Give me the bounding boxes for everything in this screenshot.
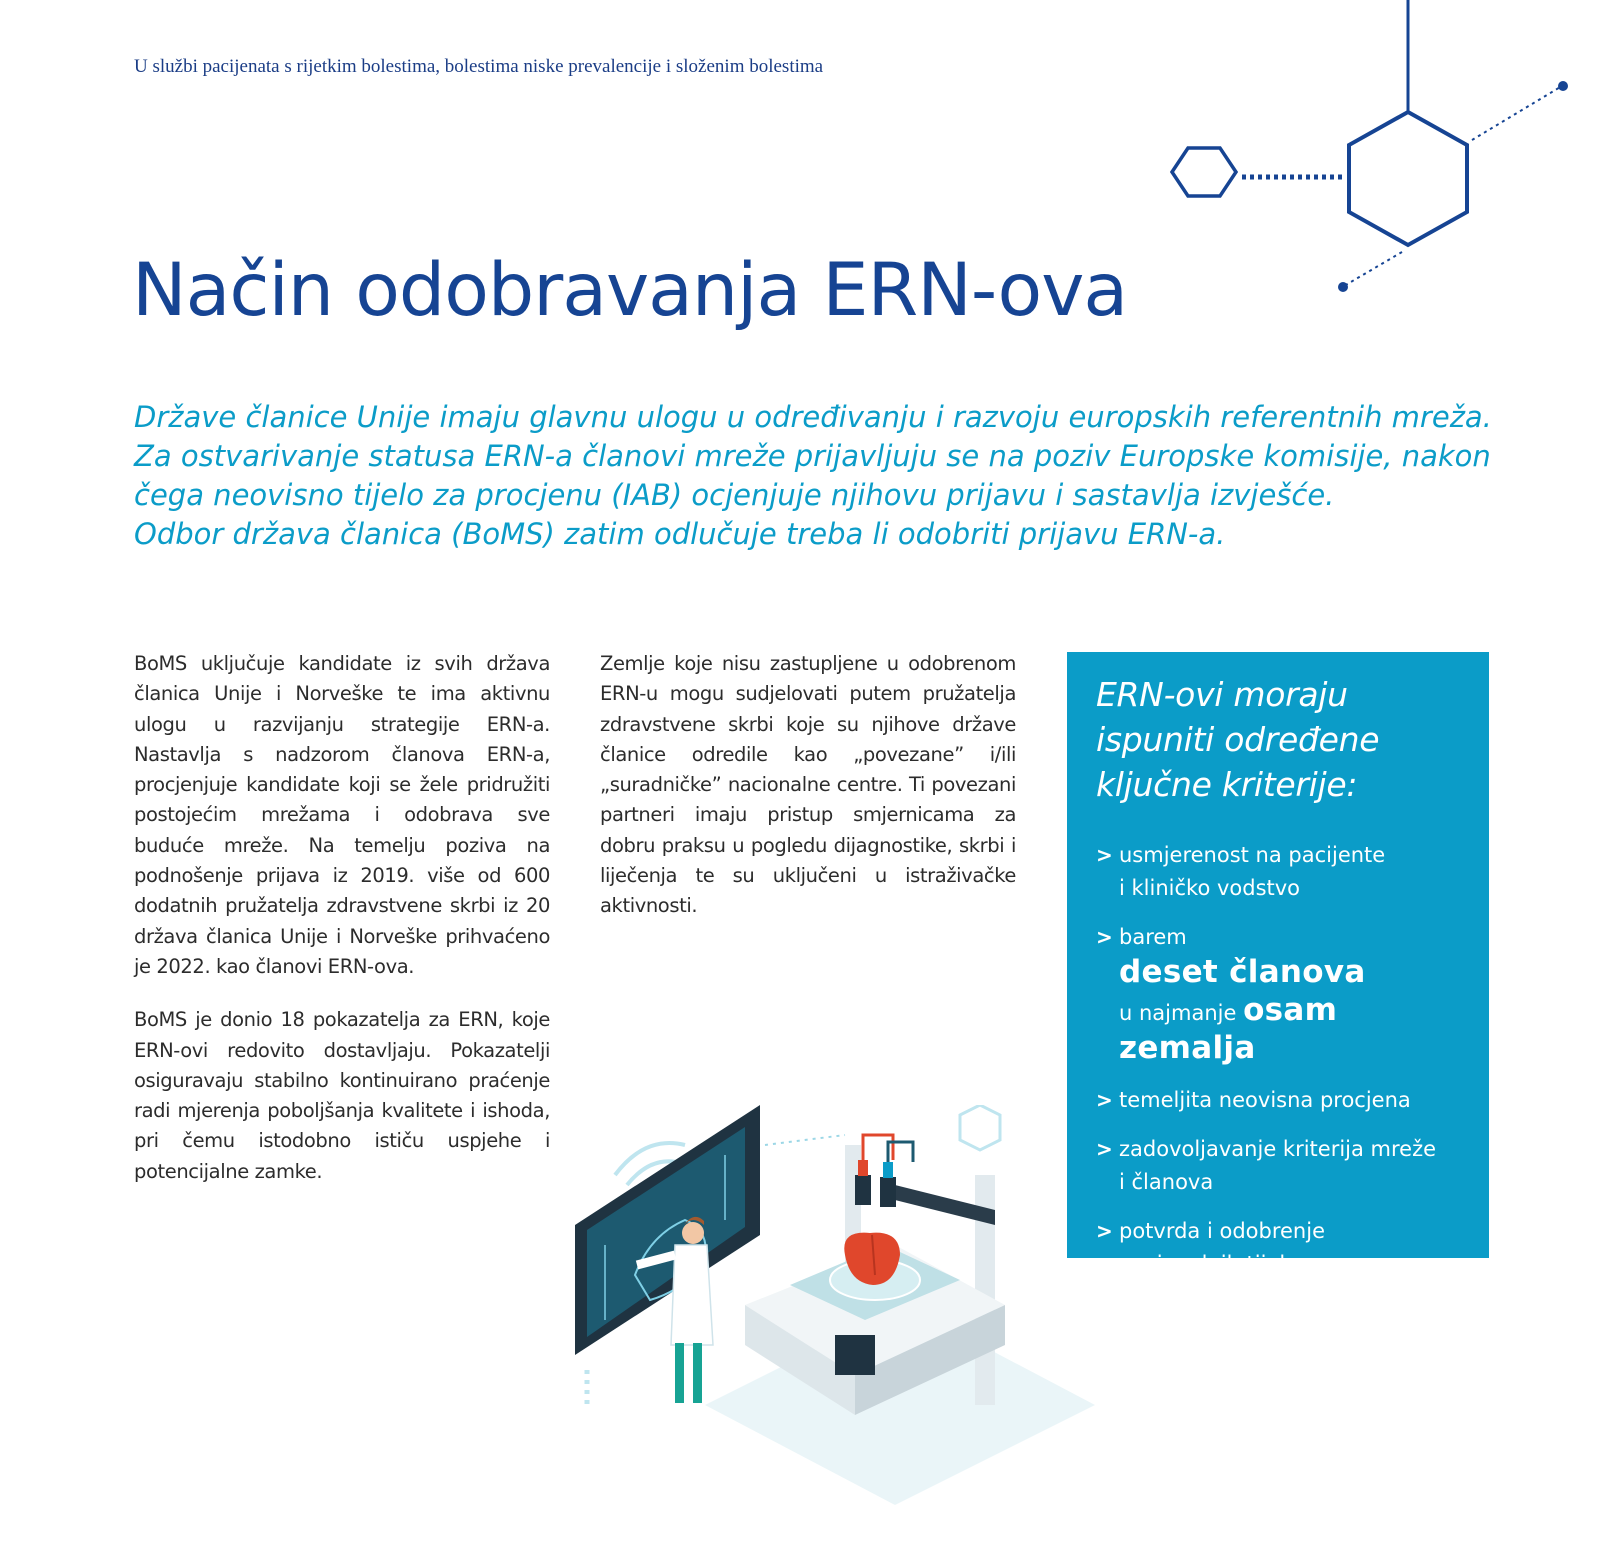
- intro-line: čega neovisno tijelo za procjenu (IAB) ocjenjuje njihovu prijavu i sastavlja izvješće.: [134, 478, 1335, 512]
- hexagon-decoration: [1150, 0, 1570, 300]
- intro-paragraph: [134, 398, 1534, 554]
- left-column: [134, 649, 550, 1210]
- criteria-item: > usmjerenost na pacijente i kliničko vodstvo: [1096, 839, 1465, 905]
- 3d-printing-heart-illustration: [575, 1105, 1095, 1505]
- chevron-right-icon: >: [1096, 925, 1113, 949]
- criteria-heading: ERN-ovi moraju ispuniti određene ključne kriterije:: [1096, 675, 1380, 804]
- chevron-right-icon: >: [1096, 843, 1113, 867]
- criteria-list: [1096, 839, 1465, 1281]
- body-paragraph: Zemlje koje nisu zastupljene u odobrenom ERN-u mogu sudjelovati putem pružatelja zdravstvene skrbi koje su njihove države članice odredile kao „povezane” i/ili „suradničke” nacionalne centre. Ti povezani partneri imaju pristup smjernicama za dobru praksu u pogledu dijagnostike, skrbi i liječenja te su uključeni u istraživačke aktivnosti.: [600, 652, 1016, 918]
- chevron-right-icon: >: [1096, 1088, 1113, 1112]
- highlight-ten-members: deset članova: [1119, 954, 1366, 990]
- criteria-box: [1067, 652, 1489, 1276]
- page-title: Način odobravanja ERN-ova: [132, 248, 1128, 333]
- criteria-item: > zadovoljavanje kriterija mreže i članova: [1096, 1133, 1465, 1199]
- criteria-item: > barem deset članova u najmanje osam zemalja: [1096, 921, 1465, 1068]
- chevron-right-icon: >: [1096, 1219, 1113, 1243]
- body-paragraph: BoMS uključuje kandidate iz svih država članica Unije i Norveške te ima aktivnu ulogu u razvijanju strategije ERN-a. Nastavlja s nadzorom članova ERN-a, procjenjuje kandidate koji se žele pridružiti postojećim mrežama i odobrava sve buduće mreže. Na temelju poziva na podnošenje prijava iz 2019. više od 600 dodatnih pružatelja zdravstvene skrbi iz 20 država članica Unije i Norveške prihvaćeno je 2022. kao članovi ERN-ova.: [134, 652, 550, 978]
- criteria-item: > temeljita neovisna procjena: [1096, 1084, 1465, 1117]
- running-head: U službi pacijenata s rijetkim bolestima, bolestima niske prevalencije i složenim bolestima: [134, 56, 824, 77]
- intro-line: Odbor država članica (BoMS) zatim odlučuje treba li odobriti prijavu ERN-a.: [134, 517, 1226, 551]
- intro-line: Države članice Unije imaju glavnu ulogu u određivanju i razvoju europskih referentnih mreža.: [134, 400, 1492, 434]
- intro-line: Za ostvarivanje statusa ERN-a članovi mreže prijavljuju se na poziv Europske komisije, nakon: [134, 439, 1491, 473]
- criteria-item: > potvrda i odobrenje nacionalnih tijela.: [1096, 1215, 1465, 1281]
- chevron-right-icon: >: [1096, 1137, 1113, 1161]
- highlight-eight-countries: osam zemalja: [1119, 992, 1338, 1066]
- middle-column: [600, 649, 1016, 945]
- body-paragraph: BoMS je donio 18 pokazatelja za ERN, koje ERN-ovi redovito dostavljaju. Pokazatelji osiguravaju stabilno kontinuirano praćenje radi mjerenja poboljšanja kvalitete i ishoda, pri čemu istodobno ističu uspjehe i potencijalne zamke.: [134, 1008, 550, 1183]
